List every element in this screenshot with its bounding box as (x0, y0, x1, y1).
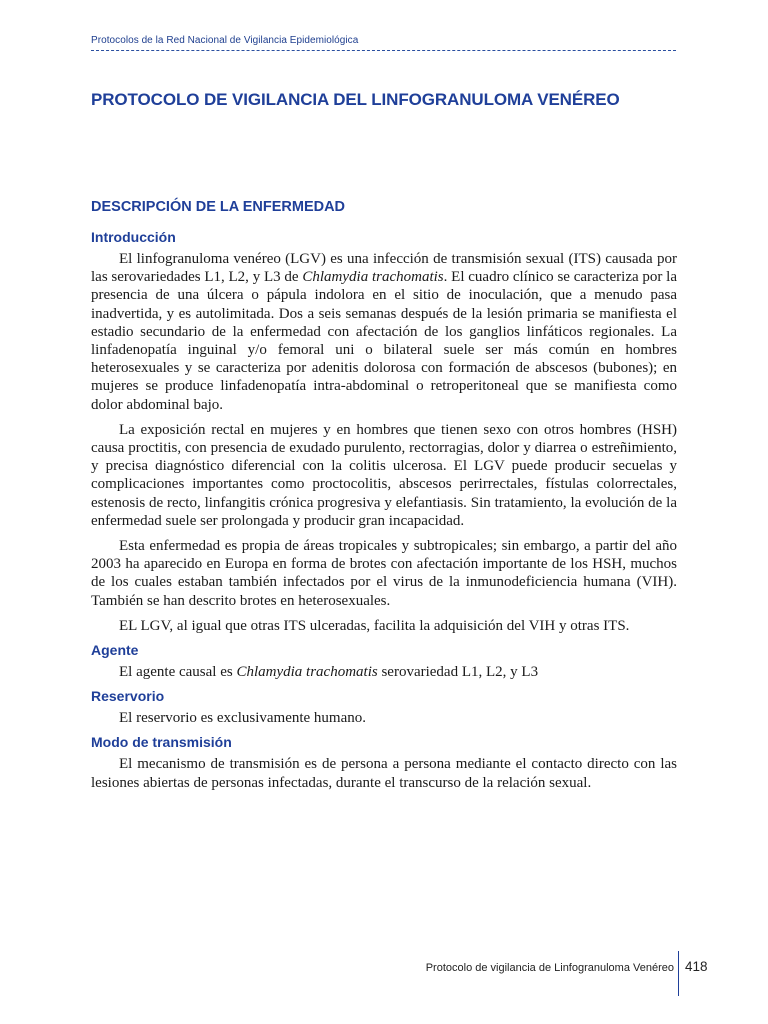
subheading-introduccion: Introducción (91, 229, 176, 245)
page-number: 418 (685, 959, 708, 974)
footer-title: Protocolo de vigilancia de Linfogranuloma Venéreo (425, 962, 674, 974)
agente-species: Chlamydia trachomatis (236, 664, 378, 681)
subheading-agente: Agente (91, 642, 139, 659)
document-body (91, 199, 677, 799)
intro-paragraph-2: La exposición rectal en mujeres y en hombres que tienen sexo con otros hombres (HSH) causa proctitis, con presencia de exudado purulento, rectorragias, dolor y diarrea o estreñimiento, y precisa diagnóstico diferencial con la colitis ulcerosa. El LGV puede producir secuelas y complicaciones importantes como proctocolitis, abscesos perirrectales, fístulas colorrectales, estenosis de recto, linfangitis crónica progresiva y elefantiasis. Sin tratamiento, la evolución de la enfermedad suele ser prolongada y producir gran incapacidad. (91, 421, 677, 529)
agente-text-b: serovariedad L1, L2, y L3 (377, 664, 539, 681)
agente-paragraph (91, 663, 677, 681)
footer-vertical-rule (678, 951, 679, 996)
intro-paragraph-1 (91, 250, 677, 414)
intro-paragraph-3: Esta enfermedad es propia de áreas tropicales y subtropicales; sin embargo, a partir del año 2003 ha aparecido en Europa en forma de brotes con afectación importante de los HSH, muchos de los cuales estaban también infectados por el virus de la inmunodeficiencia humana (VIH). También se han descrito brotes en heterosexuales. (91, 538, 677, 609)
subheading-reservorio: Reservorio (91, 688, 165, 705)
document-title: PROTOCOLO DE VIGILANCIA DEL LINFOGRANULOMA VENÉREO (91, 90, 620, 109)
intro-p1-text-a: El linfogranuloma venéreo (LGV) es una infección de transmisión sexual (ITS) causada por las serovariedades L1, L2, y L3 de (91, 251, 677, 286)
transmision-paragraph: El mecanismo de transmisión es de persona a persona mediante el contacto directo con las lesiones abiertas de personas infectadas, durante el transcurso de la relación sexual. (91, 756, 677, 791)
intro-p1-text-b: . El cuadro clínico se caracteriza por la presencia de una úlcera o pápula indolora en el sitio de inoculación, que a menudo pasa inadvertida, y es autolimitada. Dos a seis semanas después de la lesión primaria se manifiesta el estadio secundario de la enfermedad con afectación de los ganglios linfáticos regionales. La linfadenopatía inguinal y/o femoral uni o bilateral suele ser más común en hombres heterosexuales y se caracteriza por adenitis dolorosa con formación de abscesos (bubones); en mujeres se produce linfadenopatía intra-abdominal o retroperitoneal que se manifiesta como dolor abdominal bajo. (91, 269, 678, 413)
running-head: Protocolos de la Red Nacional de Vigilancia Epidemiológica (91, 35, 359, 46)
section-heading: DESCRIPCIÓN DE LA ENFERMEDAD (91, 199, 346, 215)
agente-text-a: El agente causal es (119, 664, 237, 681)
intro-p1-species: Chlamydia trachomatis (302, 269, 444, 286)
subheading-modo-transmision: Modo de transmisión (91, 734, 232, 751)
header-dashed-rule (91, 50, 676, 51)
intro-paragraph-4: EL LGV, al igual que otras ITS ulceradas, facilita la adquisición del VIH y otras ITS. (119, 617, 630, 634)
reservorio-paragraph: El reservorio es exclusivamente humano. (119, 710, 367, 727)
